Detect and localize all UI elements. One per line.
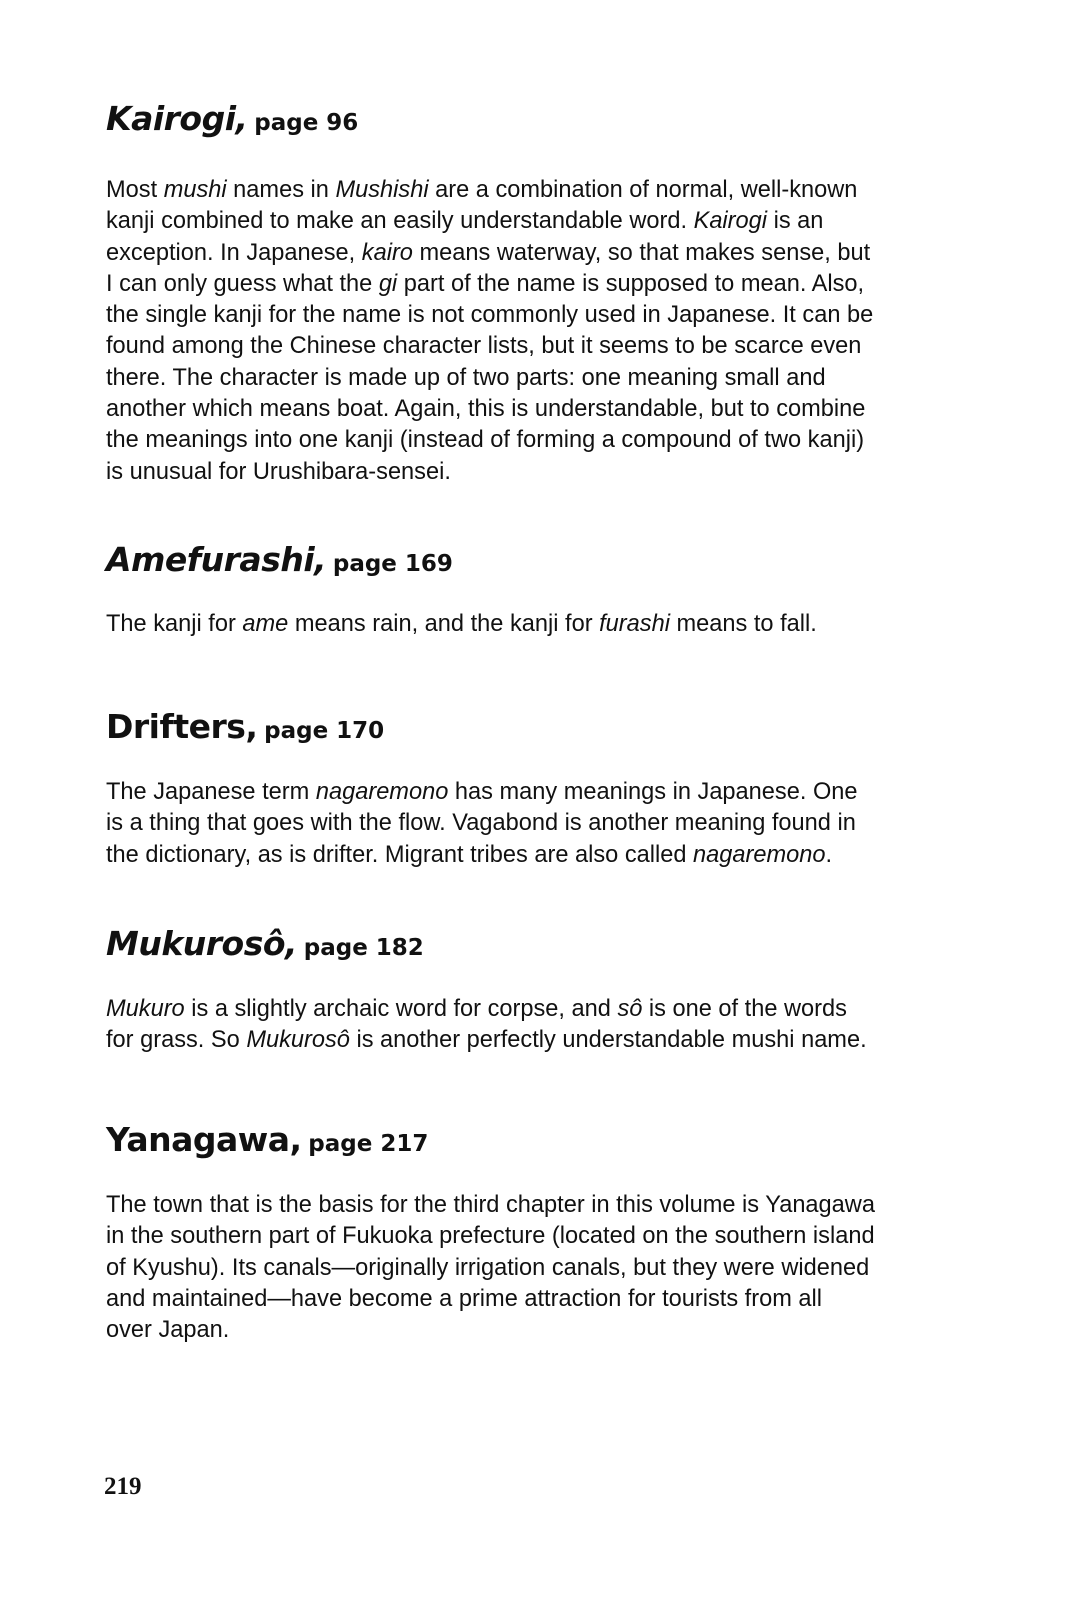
heading-page-ref: page 96 — [254, 110, 359, 136]
italic-term: sô — [617, 996, 643, 1022]
section-body — [106, 1190, 956, 1346]
text-line: for grass. So Mukurosô is another perfectly understandable mushi name. — [106, 1027, 867, 1054]
text-line: in the southern part of Fukuoka prefecture (located on the southern island — [106, 1223, 875, 1250]
heading-page-ref: page 170 — [264, 718, 385, 744]
text-line: the meanings into one kanji (instead of forming a compound of two kanji) — [106, 427, 865, 454]
text-line: of Kyushu). Its canals—originally irrigation canals, but they were widened — [106, 1254, 870, 1281]
italic-term: gi — [378, 270, 398, 297]
heading-term: Drifters, — [106, 707, 258, 746]
heading-page-ref: page 182 — [303, 935, 424, 961]
text-line: is a thing that goes with the flow. Vagabond is another meaning found in — [106, 810, 856, 837]
text-line: found among the Chinese character lists, but it seems to be scarce even — [106, 333, 862, 360]
section-heading — [106, 1120, 956, 1159]
heading-term: Yanagawa, — [106, 1120, 302, 1159]
heading-term: Kairogi, — [106, 99, 248, 138]
italic-term: ame — [242, 611, 289, 637]
heading-page-ref: page 169 — [332, 551, 453, 577]
text-line: kanji combined to make an easily understandable word. Kairogi is an — [106, 208, 824, 235]
italic-term: Kairogi — [693, 208, 768, 235]
text-line: I can only guess what the gi part of the name is supposed to mean. Also, — [106, 270, 865, 297]
text-line: over Japan. — [106, 1317, 230, 1344]
italic-term: Mushishi — [335, 177, 429, 203]
text-line: Mukuro is a slightly archaic word for corpse, and sô is one of the words — [106, 996, 847, 1022]
italic-term: nagaremono — [693, 841, 826, 868]
section-body — [106, 175, 956, 488]
section-yanagawa — [106, 1120, 956, 1346]
section-heading — [106, 99, 956, 138]
section-body — [106, 994, 956, 1057]
page-number: 219 — [104, 1473, 142, 1500]
section-body — [106, 609, 956, 640]
section-drifters — [106, 707, 956, 871]
section-amefurashi — [106, 540, 956, 640]
text-line: is unusual for Urushibara-sensei. — [106, 458, 451, 485]
section-heading — [106, 707, 956, 746]
text-line: and maintained—have become a prime attraction for tourists from all — [106, 1285, 823, 1312]
heading-term: Amefurashi, — [106, 540, 327, 579]
section-heading — [106, 540, 956, 579]
text-line: The town that is the basis for the third chapter in this volume is Yanagawa — [106, 1192, 875, 1218]
text-line: another which means boat. Again, this is understandable, but to combine — [106, 396, 866, 423]
text-line: exception. In Japanese, kairo means waterway, so that makes sense, but — [106, 239, 871, 266]
italic-term: kairo — [361, 239, 413, 266]
text-line: there. The character is made up of two parts: one meaning small and — [106, 364, 826, 391]
text-line: The kanji for ame means rain, and the kanji for furashi means to fall. — [106, 611, 817, 637]
section-kairogi — [106, 99, 956, 488]
text-line: Most mushi names in Mushishi are a combination of normal, well-known — [106, 177, 858, 203]
italic-term: mushi — [163, 177, 227, 203]
section-heading — [106, 924, 956, 963]
italic-term: nagaremono — [315, 779, 449, 805]
text-line: the dictionary, as is drifter. Migrant tribes are also called nagaremono. — [106, 841, 833, 868]
italic-term: Mukurosô — [246, 1027, 350, 1054]
text-line: The Japanese term nagaremono has many meanings in Japanese. One — [106, 779, 858, 805]
section-body — [106, 777, 956, 871]
text-line: the single kanji for the name is not commonly used in Japanese. It can be — [106, 302, 874, 329]
italic-term: furashi — [599, 611, 670, 637]
heading-page-ref: page 217 — [308, 1131, 429, 1157]
section-mukuroso — [106, 924, 956, 1057]
heading-term: Mukurosô, — [106, 924, 298, 963]
italic-term: Mukuro — [106, 996, 185, 1022]
